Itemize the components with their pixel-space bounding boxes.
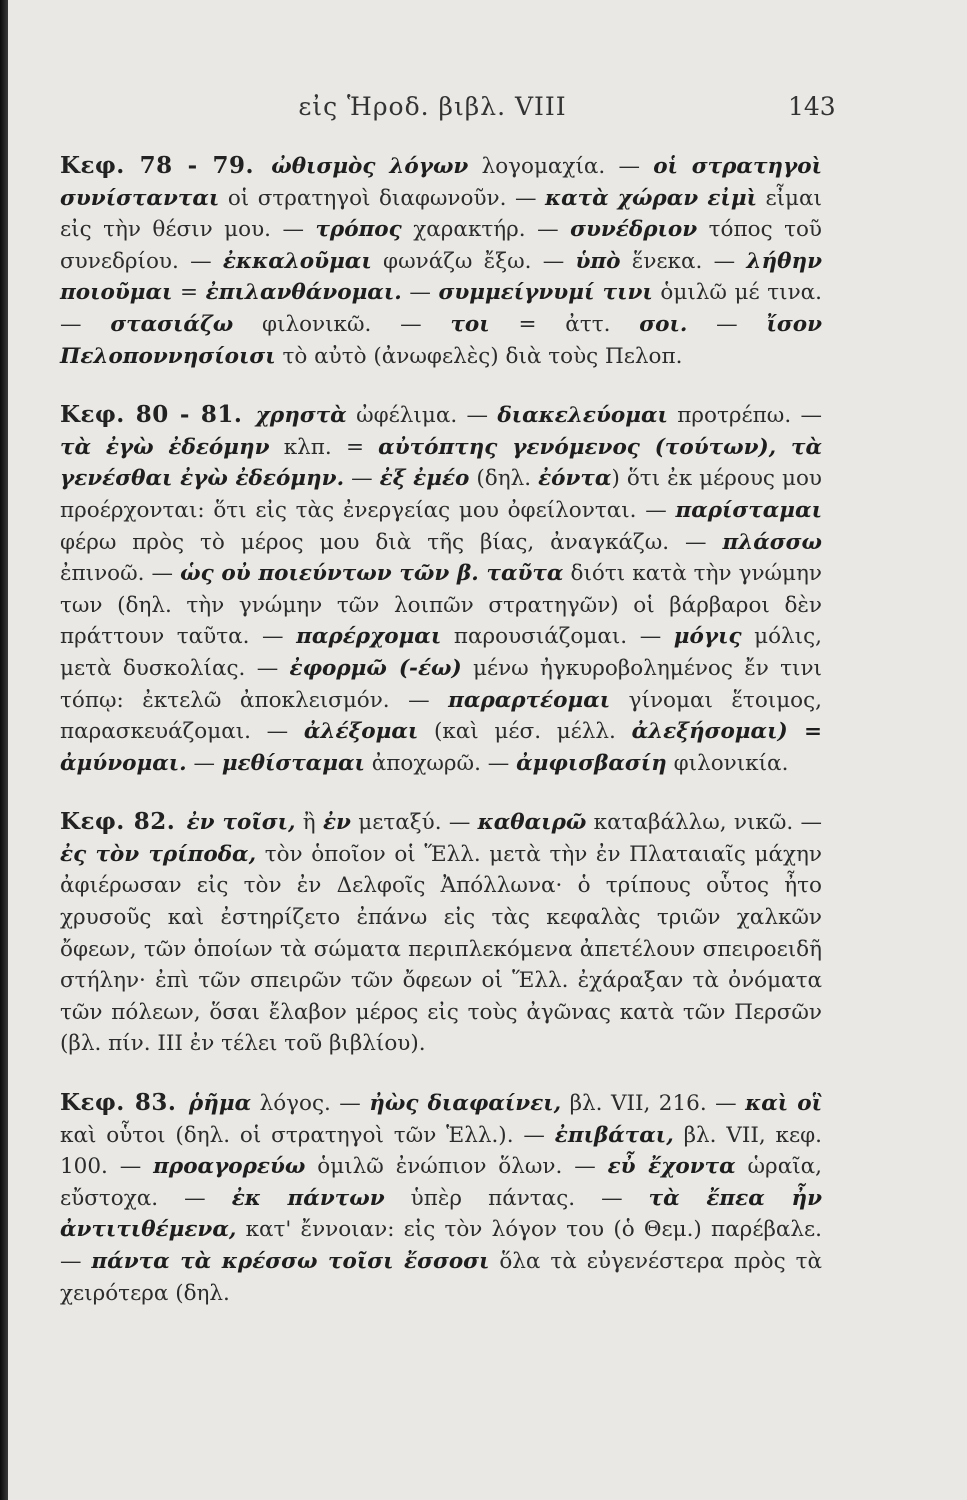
lemma-term: καὶ οἳ <box>745 1091 823 1117</box>
gloss-text: ἀποχωρῶ. — <box>364 750 517 776</box>
section-83 <box>60 1087 822 1309</box>
gloss-text: οἱ στρατηγοὶ διαφωνοῦν. — <box>219 185 545 211</box>
gloss-text: — <box>401 280 439 306</box>
lemma-term: ἀμφισβασίη <box>516 750 667 776</box>
gloss-text: (δηλ. <box>469 466 539 492</box>
gloss-text: βλ. VII, κεφ. 100. — <box>60 1122 822 1180</box>
lemma-term: πλάσσω <box>722 529 822 555</box>
gloss-text: (καὶ μέσ. μέλλ. <box>418 719 632 745</box>
lemma-term: ἐν <box>322 810 351 836</box>
lemma-term: τὰ ἐγὼ ἐδεόμην <box>60 434 270 460</box>
gloss-text: φωνάζω ἔξω. — <box>371 248 576 274</box>
gloss-text: παρουσιάζομαι. — <box>441 624 674 650</box>
lemma-term: συνέδριον <box>570 217 698 243</box>
gloss-text: ἢ <box>295 810 323 836</box>
gloss-text: μεταξύ. — <box>350 810 478 836</box>
gloss-text: ὠφέλιμα. — <box>346 403 498 429</box>
gloss-text: = <box>172 280 206 306</box>
lemma-term: τοι <box>450 311 490 337</box>
gloss-text: = ἀττ. <box>489 311 640 337</box>
lemma-term: ἠὼς διαφαίνει, <box>369 1091 562 1117</box>
lemma-term: ἐφορμῶ (-έω) <box>289 655 462 681</box>
gloss-text: τὸ αὐτὸ (ἀνωφελὲς) διὰ τοὺς Πελοπ. <box>275 343 683 369</box>
lemma-term: ἐόντα <box>538 466 612 492</box>
section-78-79 <box>60 150 822 372</box>
lemma-term: χρηστὰ <box>255 403 347 429</box>
gloss-text: ὁμιλῶ μέ τινα. — <box>60 280 823 337</box>
gloss-text: προτρέπω. — <box>667 403 822 429</box>
lemma-term: μεθίσταμαι <box>221 750 365 776</box>
gloss-text: φιλονικῶ. — <box>233 311 451 337</box>
lemma-term: ἐξ ἐμέο <box>379 466 470 492</box>
lemma-term: διακελεύομαι <box>497 403 668 429</box>
gloss-text: λογομαχία. — <box>468 154 654 179</box>
gloss-text: — <box>186 750 222 776</box>
lemma-term: ἐν τοῖσι, <box>186 810 296 836</box>
gloss-text: γίνομαι ἕτοιμος, παρασκευάζομαι. — <box>60 687 822 745</box>
lemma-term: προαγορεύω <box>153 1154 306 1180</box>
gloss-text: — <box>344 466 380 492</box>
lemma-term: τὰ ἔπεα ἦν ἀντιτιθέμενα, <box>60 1185 823 1243</box>
lemma-term: παρέρχομαι <box>296 624 442 650</box>
lemma-term: μόγις <box>673 624 742 650</box>
section-heading: Κεφ. 80 - 81. <box>60 401 243 429</box>
lemma-term: τρόπος <box>315 217 402 243</box>
gloss-text: ὁμιλῶ ἐνώπιον ὅλων. — <box>305 1154 608 1180</box>
lemma-term: σοι. <box>639 311 688 337</box>
lemma-term: λήθην ποιοῦμαι <box>60 248 822 306</box>
gloss-text: ὅλα τὰ εὐγενέστερα πρὸς τὰ χειρότερα (δηλ. <box>60 1249 822 1306</box>
gloss-text: ) ὅτι ἐκ μέρους μου προέρχονται: ὅτι εἰς τὰς ἐνεργείας μου ὀφείλονται. — <box>60 466 822 523</box>
gloss-text: καὶ οὗτοι (δηλ. οἱ στρατηγοὶ τῶν Ἑλλ.). — <box>60 1122 555 1148</box>
lemma-term: καθαιρῶ <box>477 810 587 836</box>
section-heading: Κεφ. 83. <box>60 1089 177 1117</box>
lemma-term: οἱ στρατηγοὶ συνίστανται <box>60 154 822 211</box>
lemma-term: αὐτόπτης γενόμενος (τούτων), τὰ γενέσθαι ἐγὼ ἐδεόμην. <box>60 434 822 492</box>
gloss-text: ὡραῖα, εὔστοχα. — <box>60 1154 822 1211</box>
lemma-term: κατὰ χώραν εἰμὶ <box>544 185 757 211</box>
lemma-term: συμμείγνυμί τινι <box>438 280 653 306</box>
lemma-term: ἀλέξομαι <box>303 719 419 745</box>
gloss-text: ἕνεκα. — <box>620 248 747 274</box>
gloss-text: φιλονικία. <box>666 750 789 776</box>
lemma-term: εὖ ἔχοντα <box>607 1154 736 1180</box>
lemma-term: ἐπιλανθάνομαι. <box>205 280 402 306</box>
lemma-term: ἐπιβάται, <box>554 1122 674 1148</box>
lemma-term: στασιάζω <box>110 311 234 337</box>
lemma-term: ὠθισμὸς λόγων <box>271 154 469 179</box>
section-80-81 <box>60 399 822 779</box>
page-number: 143 <box>788 92 836 121</box>
running-head: εἰς Ἡροδ. βιβλ. VIII <box>298 92 567 121</box>
gloss-text: ὑπὲρ πάντας. — <box>384 1185 649 1211</box>
book-page <box>8 0 967 1500</box>
gloss-text: διότι κατὰ τὴν γνώμην των (δηλ. τὴν γνώμην τῶν λοιπῶν στρατηγῶν) οἱ βάρβαροι δὲν πράττουν ταῦτα. — <box>60 561 822 650</box>
lemma-term: ἀλεξήσομαι) = ἀμύνομαι. <box>60 719 823 776</box>
gloss-text: κλπ. = <box>269 434 379 460</box>
lemma-term: ἐς τὸν τρίποδα, <box>60 841 257 867</box>
gloss-text: εἶμαι εἰς τὴν θέσιν μου. — <box>60 185 822 243</box>
lemma-term: παρίσταμαι <box>675 497 822 523</box>
section-82 <box>60 806 822 1060</box>
lemma-term: ἐκκαλοῦμαι <box>222 248 372 274</box>
gloss-text: φέρω πρὸς τὸ μέρος μου διὰ τῆς βίας, ἀναγκάζω. — <box>60 529 723 555</box>
gloss-text: μόλις, μετὰ δυσκολίας. — <box>60 624 822 681</box>
gloss-text: τόπος τοῦ συνεδρίου. — <box>60 217 823 274</box>
gloss-text: χαρακτήρ. — <box>401 217 571 243</box>
gloss-text: βλ. VII, 216. — <box>561 1091 746 1117</box>
gloss-text: καταβάλλω, νικῶ. — <box>586 810 822 836</box>
lemma-term: ἴσον Πελοποννησίοισι <box>60 311 822 369</box>
gloss-text: — <box>687 311 767 337</box>
gloss-text: μένω ἠγκυροβολημένος ἔν τινι τόπῳ: ἐκτελῶ ἀποκλεισμόν. — <box>60 655 822 713</box>
lemma-term: ῥῆμα <box>188 1091 252 1117</box>
gloss-text: τὸν ὁποῖον οἱ Ἕλλ. μετὰ τὴν ἐν Πλαταιαῖς μάχην ἀφιέρωσαν εἰς τὸν ἐν Δελφοῖς Ἀπόλλωνα· ὁ τρίπους οὗτος ἦτο χρυσοῦς καὶ ἐστηρίζετο ἐπάνω εἰς τὰς κεφαλὰς τριῶν χαλκῶν ὄφεων, τῶν ὁποίων τὰ σώματα περιπλεκόμενα ἀπετέλουν σπειροειδῆ στήλην· ἐπὶ τῶν σπειρῶν τῶν ὄφεων οἱ Ἕλλ. ἐχάραξαν τὰ ὀνόματα τῶν πόλεων, ὅσαι ἔλαβον μέρος εἰς τοὺς ἀγῶνας κατὰ τῶν Περσῶν (βλ. πίν. III ἐν τέλει τοῦ βιβλίου). <box>60 841 822 1057</box>
lemma-term: ἐκ πάντων <box>231 1185 385 1211</box>
gloss-text: κατ' ἔννοιαν: εἰς τὸν λόγον του (ὁ Θεμ.) παρέβαλε. — <box>60 1217 822 1274</box>
lemma-term: πάντα τὰ κρέσσω τοῖσι ἔσσοσι <box>91 1249 490 1274</box>
gloss-text: λόγος. — <box>251 1091 370 1117</box>
lemma-term: παραρτέομαι <box>448 687 611 713</box>
scan-edge <box>0 0 8 1500</box>
section-heading: Κεφ. 78 - 79. <box>60 152 255 179</box>
section-heading: Κεφ. 82. <box>60 808 176 836</box>
commentary-body <box>60 150 822 1336</box>
lemma-term: ὡς οὐ ποιεύντων τῶν β. ταῦτα <box>180 561 564 587</box>
lemma-term: ὑπὸ <box>575 248 621 274</box>
gloss-text: ἐπινοῶ. — <box>60 561 181 587</box>
